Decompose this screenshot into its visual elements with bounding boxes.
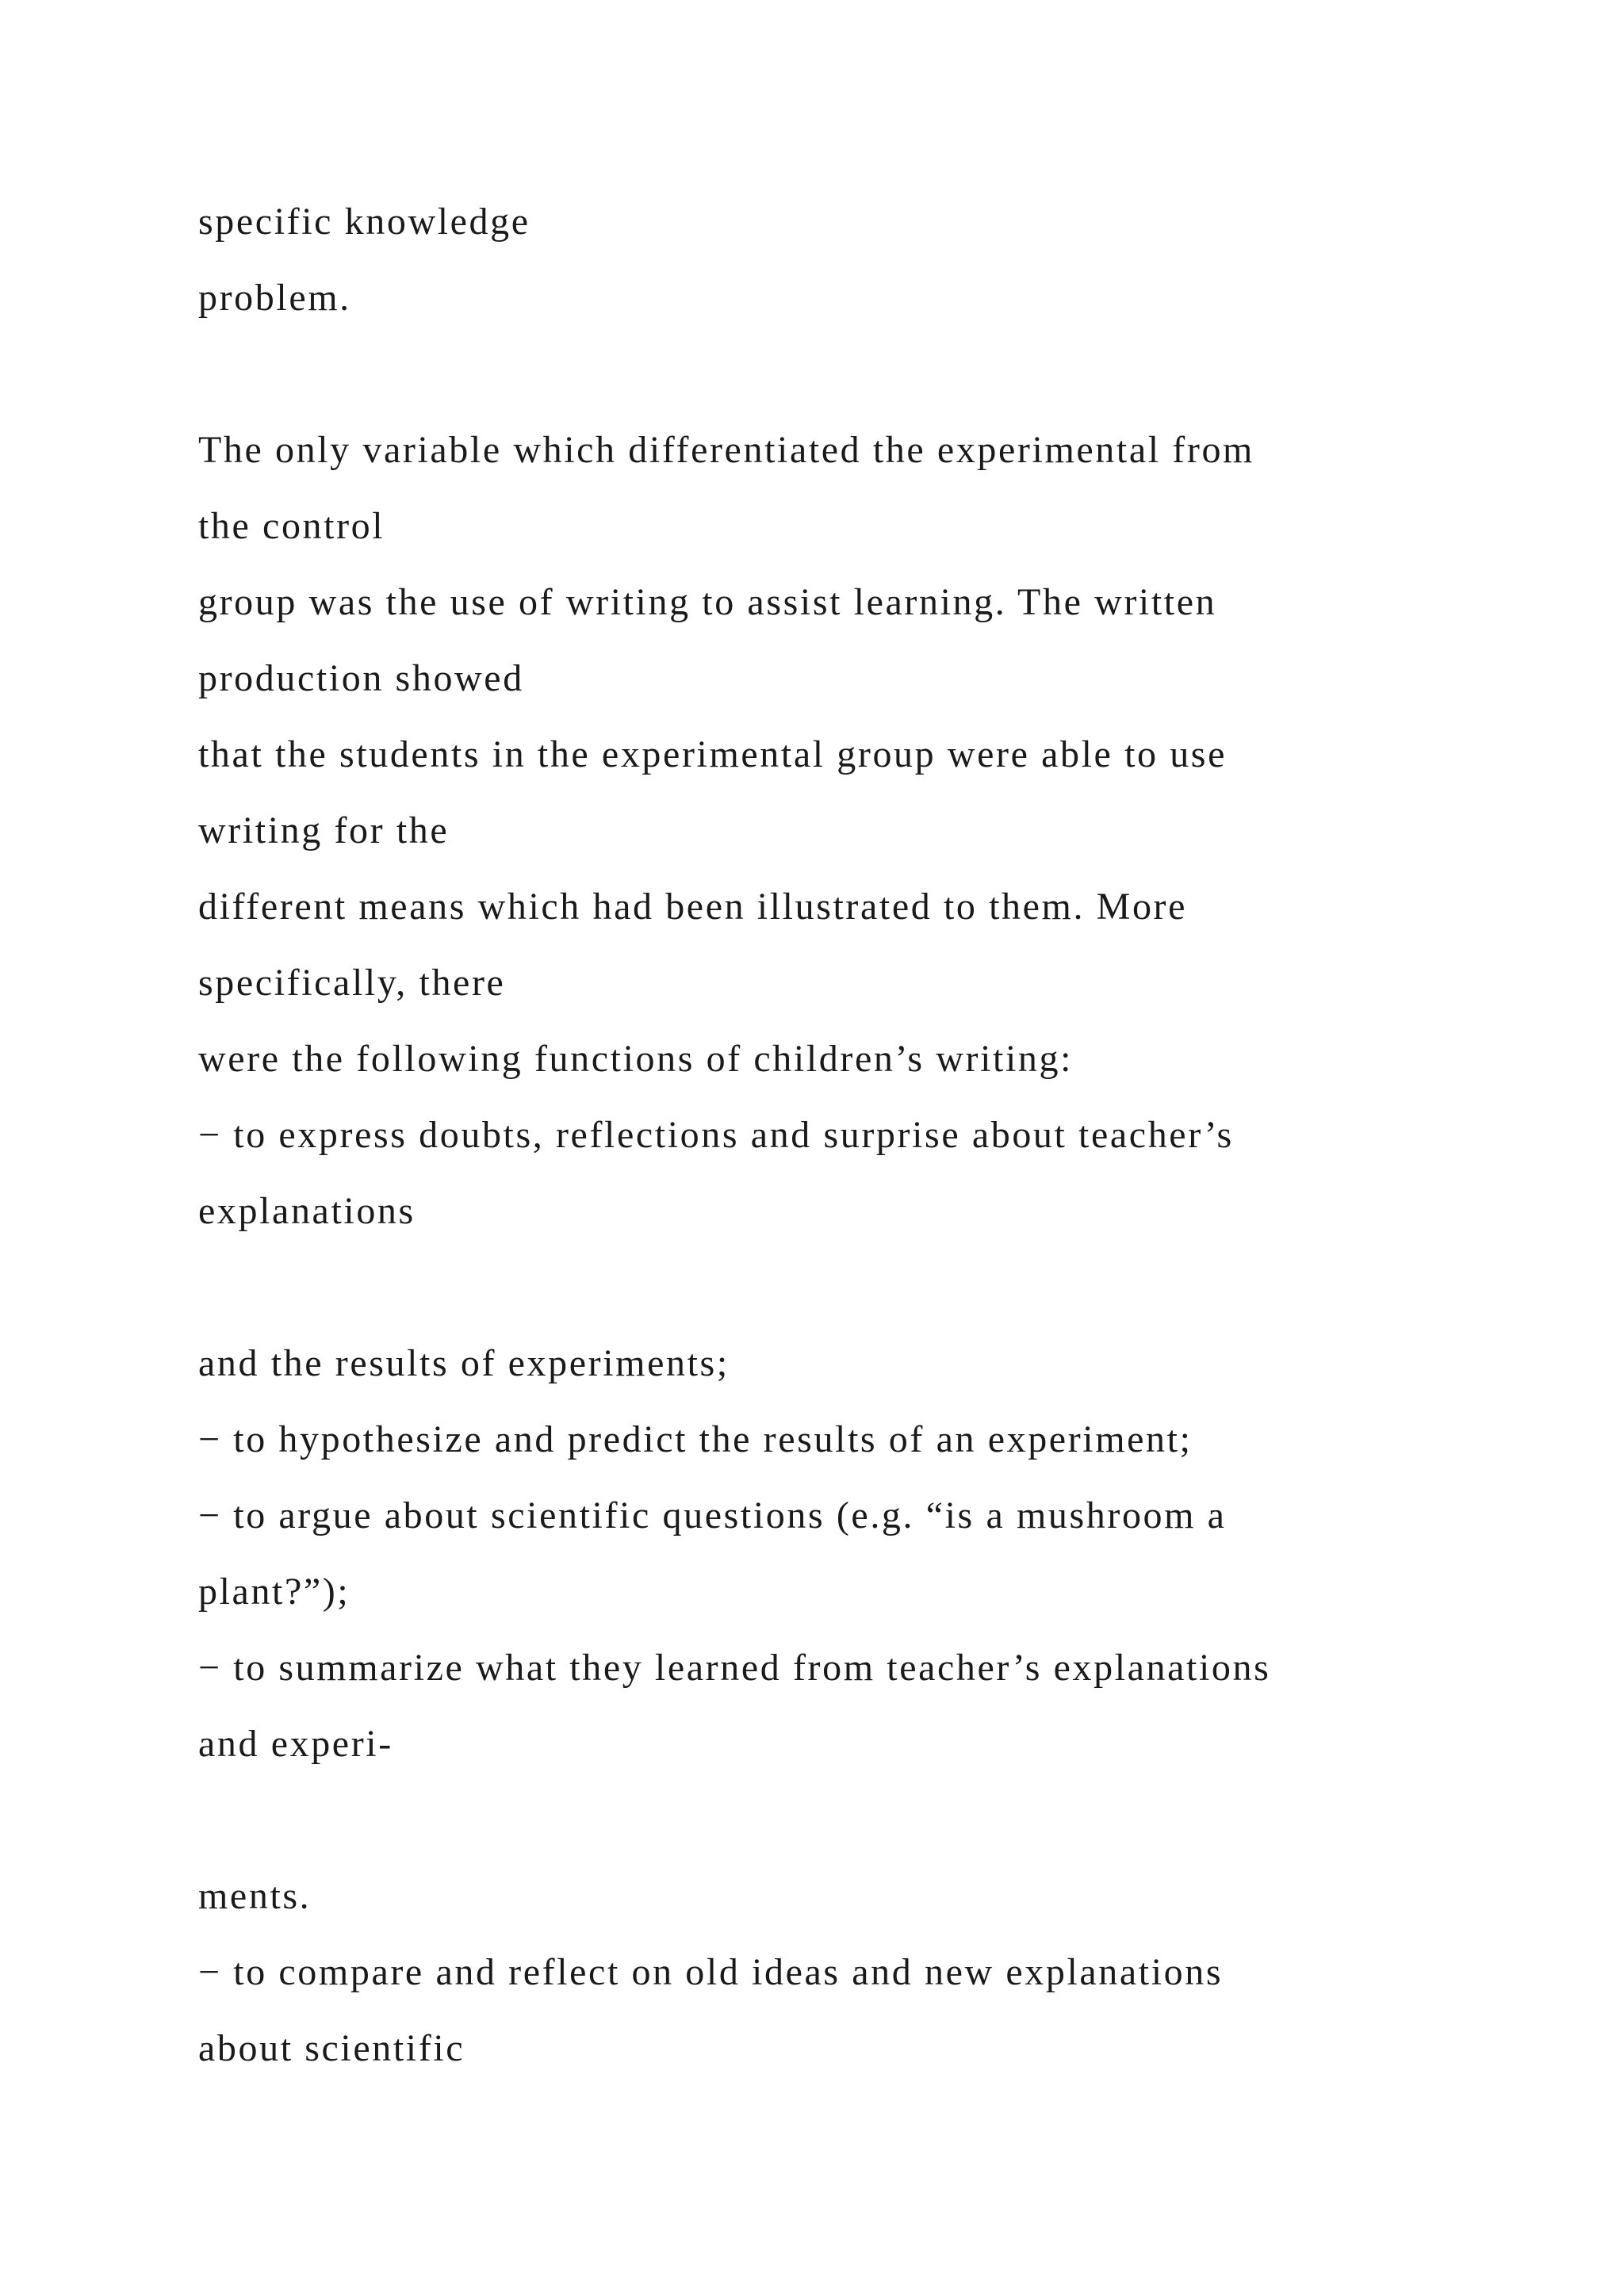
list-item-line: − to summarize what they learned from teacher’s explanations: [198, 1647, 1271, 1689]
text-line: the control: [198, 505, 385, 547]
text-line: and experi-: [198, 1723, 393, 1765]
text-line: were the following functions of children’s writing:: [198, 1038, 1074, 1080]
text-line: that the students in the experimental group were able to use: [198, 733, 1227, 775]
text-line: different means which had been illustrated to them. More: [198, 886, 1188, 928]
list-item-line: − to hypothesize and predict the results of an experiment;: [198, 1418, 1193, 1460]
list-item-line: − to compare and reflect on old ideas and new explanations: [198, 1951, 1224, 1993]
text-line: ments.: [198, 1875, 312, 1917]
list-item-line: − to express doubts, reflections and surprise about teacher’s: [198, 1114, 1234, 1156]
text-line: explanations: [198, 1190, 416, 1232]
text-line: problem.: [198, 277, 351, 319]
text-line: plant?”);: [198, 1571, 350, 1613]
blank-line: [198, 336, 1435, 412]
list-item-line: − to argue about scientific questions (e.g. “is a mushroom a: [198, 1494, 1227, 1536]
blank-line: [198, 1782, 1435, 1858]
text-line: specific knowledge: [198, 201, 530, 243]
blank-line: [198, 1249, 1435, 1326]
text-line: group was the use of writing to assist learning. The written: [198, 581, 1217, 623]
text-line: The only variable which differentiated the experimental from: [198, 429, 1254, 471]
text-line: about scientific: [198, 2027, 465, 2069]
text-line: writing for the: [198, 809, 450, 851]
text-line: production showed: [198, 657, 524, 699]
document-body: [198, 184, 1435, 2087]
text-line: and the results of experiments;: [198, 1342, 730, 1384]
text-line: specifically, there: [198, 962, 506, 1004]
